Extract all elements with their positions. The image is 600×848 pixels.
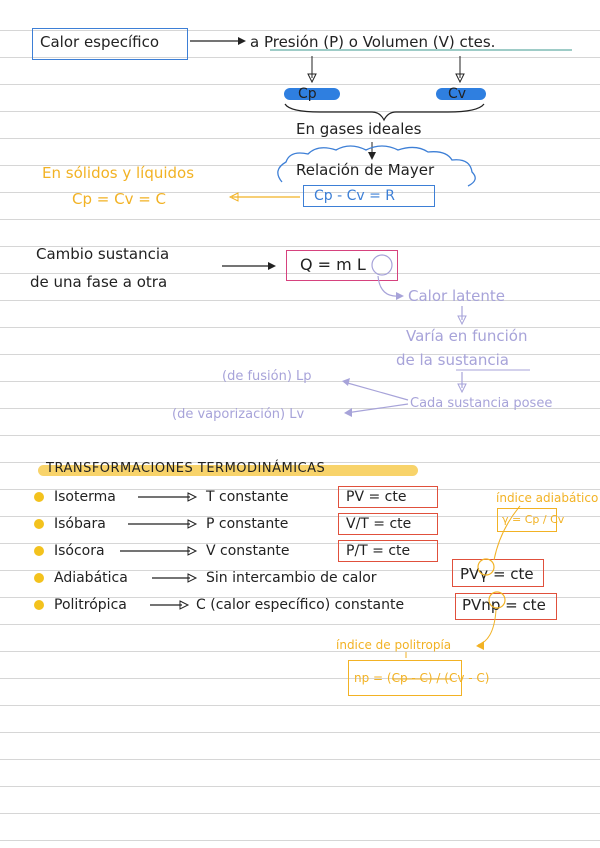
cv-label: Cv: [448, 86, 467, 102]
gamma-formula: γ = Cp / Cv: [502, 513, 565, 526]
cambio-line2: de una fase a otra: [30, 273, 168, 291]
cambio-line1: Cambio sustancia: [36, 245, 170, 263]
qml-formula: Q = m L: [300, 255, 366, 274]
isoterma-name: Isoterma: [54, 489, 116, 505]
np-formula: np = (Cp - C) / (Cv - C): [354, 671, 490, 685]
transformaciones-title: TRANSFORMACIONES TERMODINÁMICAS: [46, 461, 326, 476]
presion-volumen-text: a Presión (P) o Volumen (V) ctes.: [250, 33, 496, 51]
cp-label: Cp: [298, 86, 317, 102]
isobara-formula: V/T = cte: [346, 516, 412, 532]
indice-adiabatico-text: índice adiabático: [496, 491, 599, 505]
isobara-desc: P constante: [206, 516, 289, 532]
isoterma-formula: PV = cte: [346, 489, 407, 505]
gases-ideales-text: En gases ideales: [296, 120, 422, 138]
politropica-name: Politrópica: [54, 597, 127, 613]
adiabatica-formula: PVγ = cte: [460, 565, 534, 583]
indice-politropia-text: índice de politropía: [336, 638, 452, 652]
relacion-mayer-text: Relación de Mayer: [296, 161, 435, 179]
calor-latente-text: Calor latente: [408, 287, 506, 305]
isocora-desc: V constante: [206, 543, 290, 559]
varia-line2: de la sustancia: [396, 351, 509, 369]
isocora-name: Isócora: [54, 543, 105, 559]
fusion-text: (de fusión) Lp: [222, 369, 312, 384]
politropica-formula: PVnp = cte: [462, 596, 546, 614]
adiabatica-name: Adiabática: [54, 570, 128, 586]
politropica-desc: C (calor específico) constante: [196, 597, 405, 613]
cada-sustancia-text: Cada sustancia posee: [410, 396, 553, 411]
isoterma-desc: T constante: [206, 489, 289, 505]
calor-especifico-label: Calor específico: [40, 33, 160, 51]
solidos-liquidos-text: En sólidos y líquidos: [42, 164, 195, 182]
adiabatica-desc: Sin intercambio de calor: [206, 570, 377, 586]
mayer-formula: Cp - Cv = R: [314, 188, 396, 204]
solidos-formula: Cp = Cv = C: [72, 190, 167, 208]
isocora-formula: P/T = cte: [346, 543, 411, 559]
vaporizacion-text: (de vaporización) Lv: [172, 407, 305, 422]
isobara-name: Isóbara: [54, 516, 106, 532]
varia-line1: Varía en función: [406, 327, 528, 345]
